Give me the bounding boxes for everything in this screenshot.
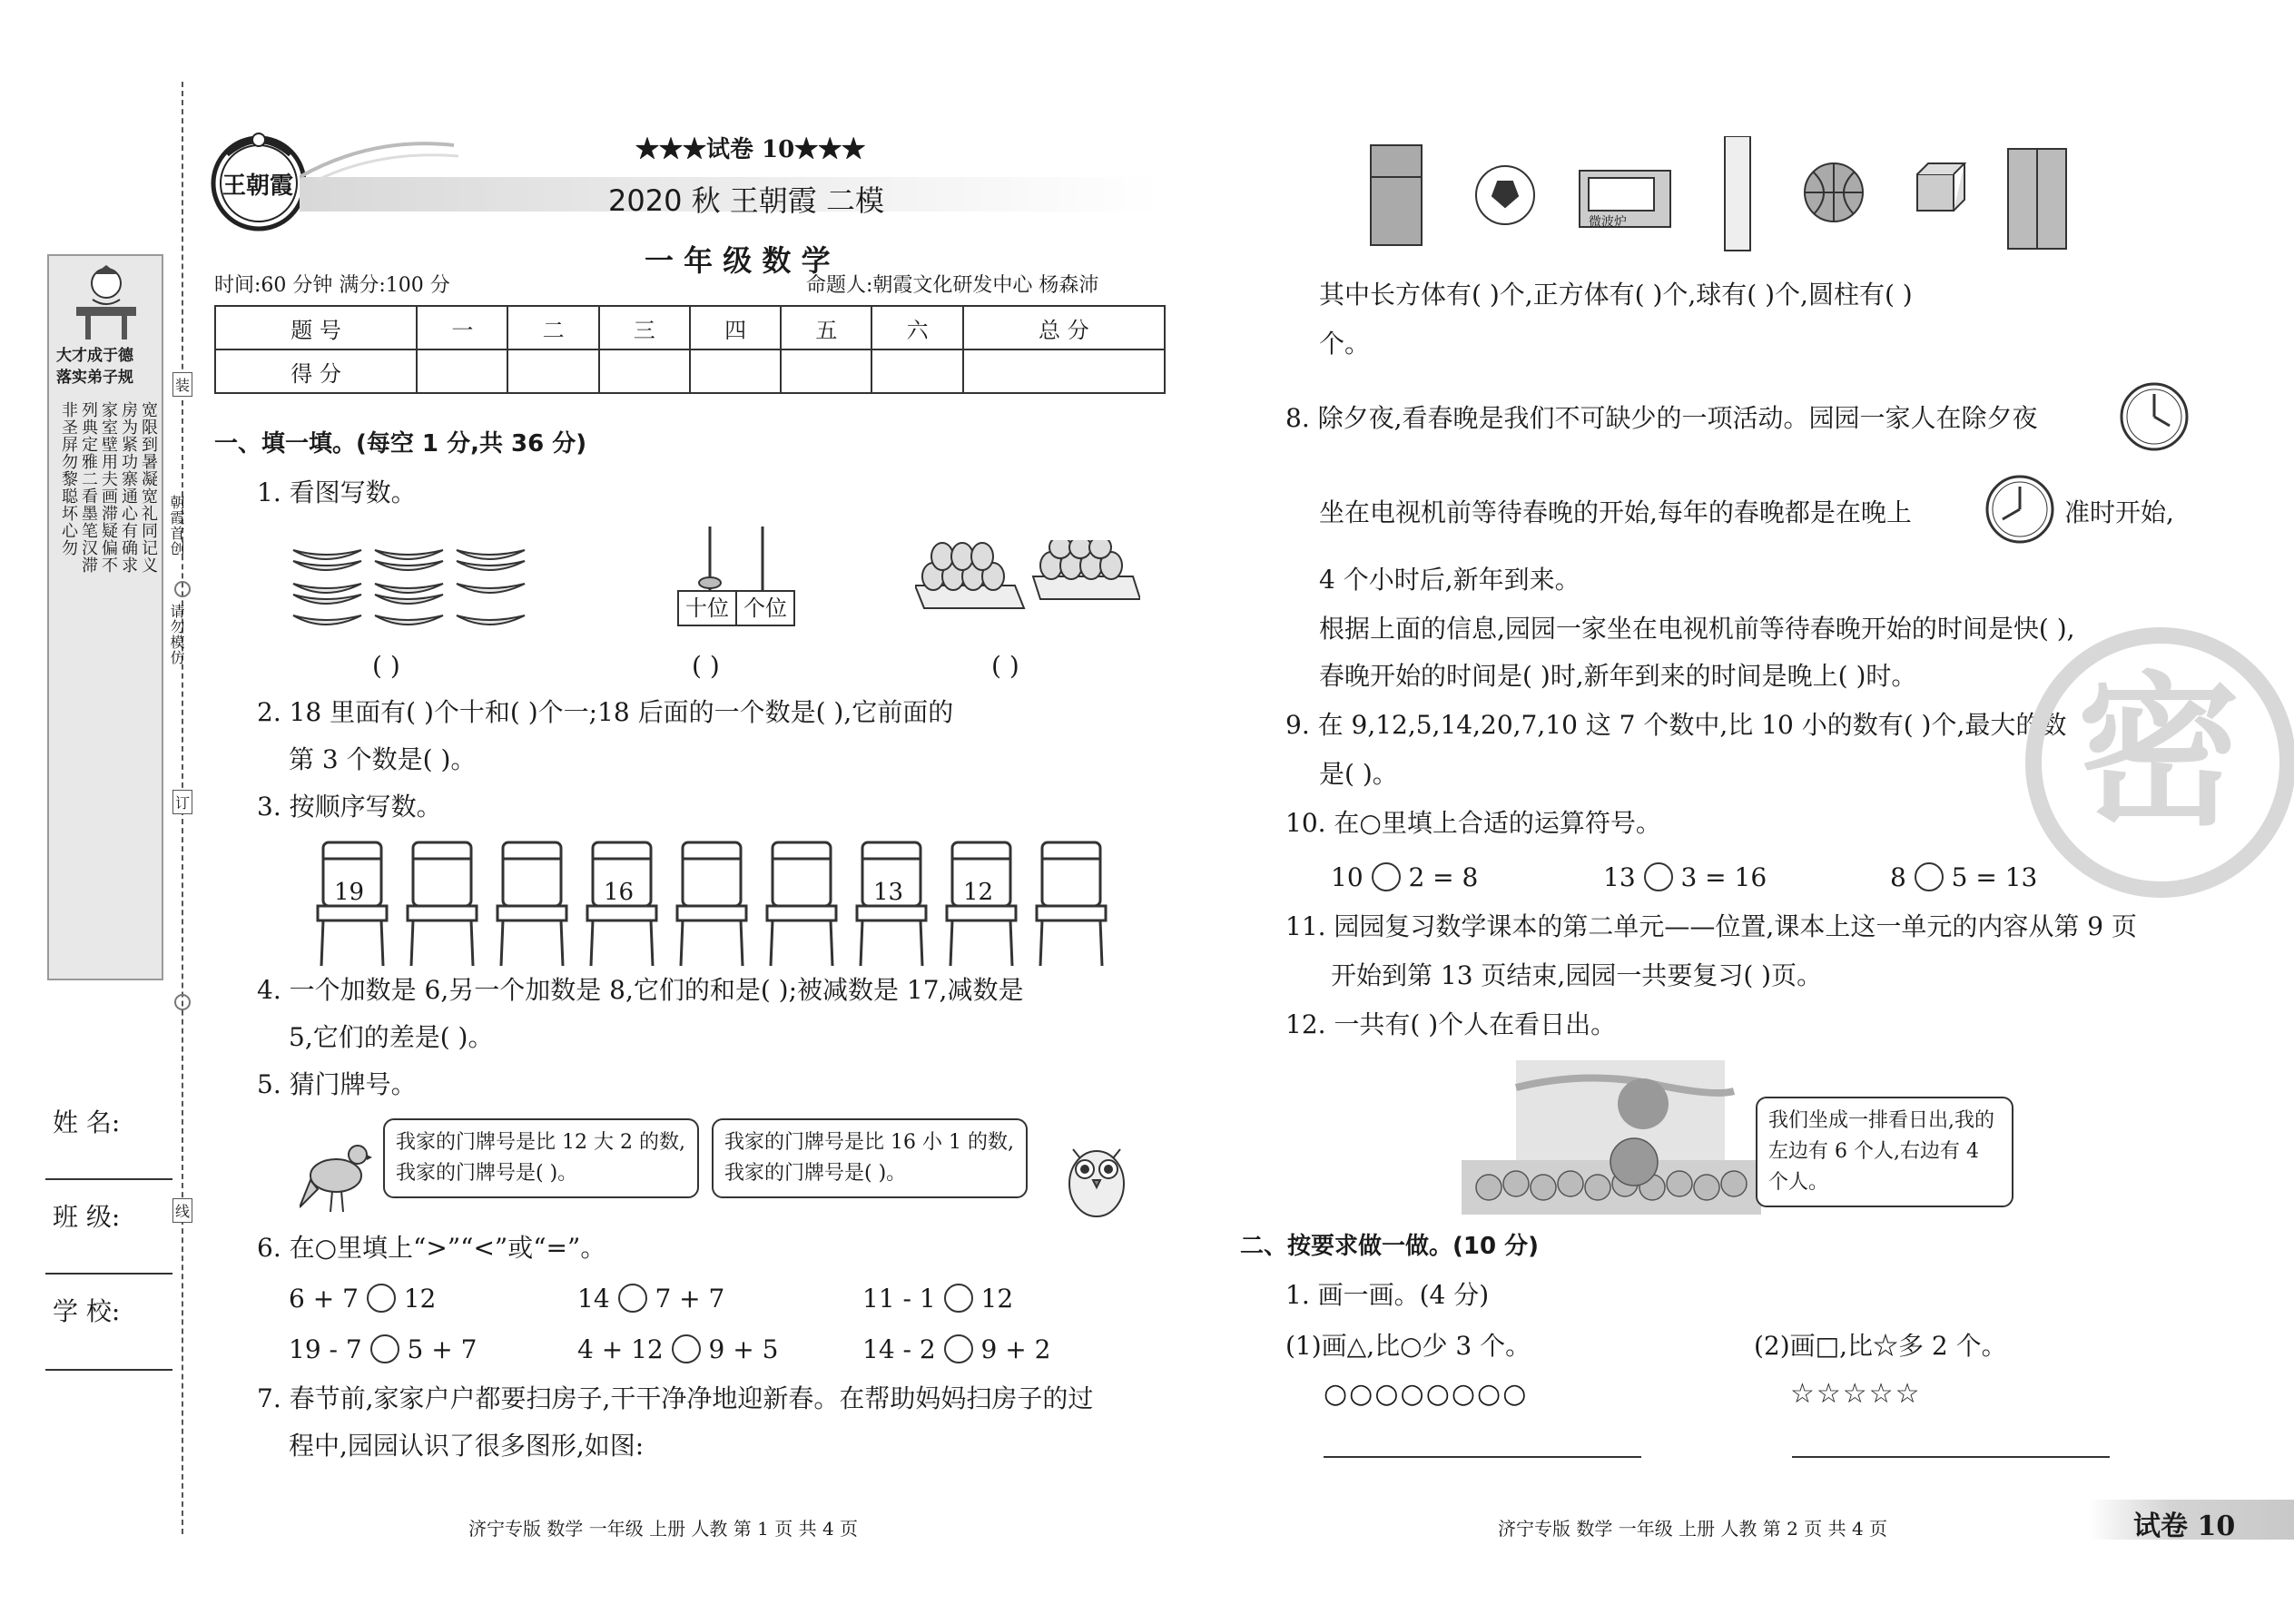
q10-left-num: 13 [1603,862,1636,892]
q1-answer-blank[interactable]: ( ) [991,651,1019,681]
q6-left-expr: 6 + 7 [289,1284,359,1314]
score-table-cell: 三 [599,306,690,349]
question-3: 3. 按顺序写数。 [257,792,442,822]
question-7-line1: 7. 春节前,家家户户都要扫房子,干干净净地迎新春。在帮助妈妈扫房子的过 [257,1383,1094,1413]
motto-column: 房为紧功寨通心有确求 [119,401,138,574]
score-table-cell: 得 分 [215,349,417,393]
question-12: 12. 一共有( )个人在看日出。 [1285,1009,1617,1039]
q10-right-expr: 5 = 13 [1951,862,2038,892]
triangle-answer-line[interactable] [1324,1456,1641,1458]
subject-title: 一 年 级 数 学 [645,243,831,278]
score-input-cell[interactable] [507,349,598,393]
secret-stamp [2024,626,2294,899]
chair [765,841,838,968]
compare-circle[interactable] [370,1334,399,1363]
shapes-pictures-row [1362,136,2161,254]
name-field[interactable] [45,1178,172,1180]
egg-cartons-picture [915,540,1140,631]
binding-mark-icon [174,994,191,1010]
seal-label-original: 朝霞首创 [168,495,185,556]
chair [675,841,748,968]
chair-number: 13 [873,879,904,906]
q7-answer-line1: 其中长方体有( )个,正方体有( )个,球有( )个,圆柱有( ) [1319,280,1913,310]
q5-speech-bubble-1: 我家的门牌号是比 12 大 2 的数,我家的门牌号是( )。 [383,1118,699,1198]
score-table-score-row [215,349,1165,393]
question-5: 5. 猜门牌号。 [257,1069,417,1099]
question-11-line1: 11. 园园复习数学课本的第二单元——位置,课本上这一单元的内容从第 9 页 [1285,911,2137,941]
question-8-line2b: 准时开始, [2064,497,2174,527]
chairs-row [316,841,1160,968]
score-table-cell: 四 [690,306,781,349]
score-table-cell: 六 [871,306,962,349]
score-input-cell[interactable] [871,349,962,393]
abacus-picture [674,527,801,631]
clock-icon [1984,474,2055,545]
question-8-line1: 8. 除夕夜,看春晚是我们不可缺少的一项活动。园园一家人在除夕夜 [1285,403,2038,433]
corner-tag: 试卷 10 [2133,1511,2236,1542]
chair [406,841,478,968]
q10-item [1331,862,1478,893]
square-answer-line[interactable] [1792,1456,2110,1458]
abacus-label-box [677,590,795,626]
q10-item [1890,862,2037,893]
binding-mark-zhuang: 装 [172,372,192,397]
question-8-line4: 根据上面的信息,园园一家坐在电视机前等待春晚开始的时间是快( ), [1319,614,2075,644]
abacus-tens-label: 十位 [679,592,737,625]
binding-mark-xian: 线 [172,1198,192,1223]
operator-circle[interactable] [1372,862,1401,891]
s2-question-1: 1. 画一画。(4 分) [1285,1280,1490,1310]
name-label: 姓 名: [53,1107,121,1137]
chair-number: 12 [963,879,994,906]
chair [945,841,1018,968]
brand-logo-text: 王朝霞 [222,172,294,200]
q10-right-expr: 3 = 16 [1680,862,1767,892]
section-2-heading: 二、按要求做一做。(10 分) [1240,1233,1539,1260]
ribbon-swoosh [300,127,463,182]
motto-panel [47,254,163,980]
q6-left-expr: 14 - 2 [862,1334,936,1364]
chair [1035,841,1108,968]
binding-mark-ding: 订 [172,790,192,814]
brand-logo [204,127,313,236]
owl-illustration [1060,1137,1133,1220]
operator-circle[interactable] [1915,862,1944,891]
motto-column: 列典定雅二看墨笔汉滞 [79,401,98,574]
score-table-header-row [215,306,1165,349]
q6-item [577,1334,778,1365]
question-2-line2: 第 3 个数是( )。 [289,744,477,774]
q6-right-expr: 9 + 5 [708,1334,779,1364]
question-4-line1: 4. 一个加数是 6,另一个加数是 8,它们的和是( );被减数是 17,减数是 [257,975,1024,1005]
question-9-line1: 9. 在 9,12,5,14,20,7,10 这 7 个数中,比 10 小的数有( )个,最大的数 [1285,710,2067,740]
operator-circle[interactable] [1644,862,1673,891]
q1-answer-blank[interactable]: ( ) [372,651,400,681]
q6-right-expr: 7 + 7 [655,1284,725,1314]
score-input-cell[interactable] [690,349,781,393]
q6-item [289,1334,477,1365]
motto-top: 大才成于德 [56,347,133,365]
left-page-footer: 济宁专版 数学 一年级 上册 人教 第 1 页 共 4 页 [468,1518,859,1540]
score-table-cell: 题 号 [215,306,417,349]
q6-right-expr: 5 + 7 [407,1334,478,1364]
clock-icon [2119,381,2190,452]
author-info: 命题人:朝霞文化研发中心 杨森沛 [806,274,1099,297]
q6-left-expr: 4 + 12 [577,1334,664,1364]
question-2-line1: 2. 18 里面有( )个十和( )个一;18 后面的一个数是( ),它前面的 [257,697,954,727]
chair-number: 19 [334,879,365,906]
q7-answer-line2: 个。 [1319,329,1371,359]
compare-circle[interactable] [367,1284,396,1313]
section-1-heading: 一、填一填。(每空 1 分,共 36 分) [214,430,587,458]
stars-row: ☆☆☆☆☆ [1790,1378,1922,1410]
s2-question-1a: (1)画△,比○少 3 个。 [1285,1331,1531,1361]
class-label: 班 级: [53,1202,121,1232]
question-9-line2: 是( )。 [1319,759,1398,789]
school-field[interactable] [45,1369,172,1371]
q6-right-expr: 12 [403,1284,437,1314]
pigeon-illustration [300,1135,372,1216]
q10-right-expr: 2 = 8 [1408,862,1479,892]
question-8-line2a: 坐在电视机前等待春晚的开始,每年的春晚都是在晚上 [1319,497,1912,527]
q6-item [577,1284,724,1314]
q6-left-expr: 11 - 1 [862,1284,936,1314]
score-table-cell: 二 [507,306,598,349]
circles-row: ○○○○○○○○ [1324,1378,1529,1410]
question-8-line5: 春晚开始的时间是( )时,新年到来的时间是晚上( )时。 [1319,661,1917,691]
score-input-cell[interactable] [599,349,690,393]
question-7-line2: 程中,园园认识了很多图形,如图: [289,1431,645,1461]
right-page-footer: 济宁专版 数学 一年级 上册 人教 第 2 页 共 4 页 [1498,1518,1888,1540]
q6-right-expr: 12 [980,1284,1014,1314]
motto-column: 非圣屏勿黎聪坏心勿 [59,401,78,556]
q1-answer-blank[interactable]: ( ) [692,651,720,681]
question-10: 10. 在○里填上合适的运算符号。 [1285,808,1661,838]
chair [855,841,928,968]
banana-bunches-picture [289,543,534,638]
q10-left-num: 8 [1890,862,1906,892]
q6-item [862,1284,1013,1314]
secret-stamp-char: 密 [2077,658,2241,848]
chair [586,841,658,968]
binding-mark-icon [174,581,191,597]
score-input-cell[interactable] [781,349,871,393]
class-field[interactable] [45,1273,172,1275]
exam-title: 2020 秋 王朝霞 二模 [608,183,884,218]
score-table [214,305,1166,394]
question-6: 6. 在○里填上“>”“<”或“=”。 [257,1233,606,1263]
question-4-line2: 5,它们的差是( )。 [289,1022,494,1052]
q6-left-expr: 19 - 7 [289,1334,362,1364]
motto-column: 宽限到暑凝宽礼同记义 [139,401,158,574]
q12-speech-bubble: 我们坐成一排看日出,我的左边有 6 个人,右边有 4 个人。 [1756,1097,2013,1207]
compare-circle[interactable] [618,1284,647,1313]
question-11-line2: 开始到第 13 页结束,园园一共要复习( )页。 [1331,960,1823,990]
school-label: 学 校: [53,1296,121,1326]
time-info: 时间:60 分钟 满分:100 分 [214,274,450,297]
score-table-cell: 五 [781,306,871,349]
q10-item [1603,862,1767,893]
q10-left-num: 10 [1331,862,1364,892]
motto-bottom: 落实弟子规 [56,369,133,387]
q5-speech-bubble-2: 我家的门牌号是比 16 小 1 的数,我家的门牌号是( )。 [712,1118,1028,1198]
compare-circle[interactable] [672,1334,701,1363]
chair [316,841,389,968]
q6-item [289,1284,436,1314]
seal-label-no-copy: 请勿模仿 [168,604,185,665]
microwave-label: 微波炉 [1589,215,1627,230]
q6-right-expr: 9 + 2 [980,1334,1051,1364]
score-table-cell: 一 [417,306,507,349]
chair [496,841,568,968]
paper-tag: ★★★试卷 10★★★ [635,136,866,163]
scholar-illustration [58,263,154,345]
score-input-cell[interactable] [417,349,507,393]
compare-circle[interactable] [944,1334,973,1363]
q6-left-expr: 14 [577,1284,610,1314]
motto-column: 家室壁用夫画滞疑偏不 [99,401,118,574]
question-8-line3: 4 个小时后,新年到来。 [1319,565,1580,595]
sunrise-illustration [1462,1060,1761,1215]
question-1: 1. 看图写数。 [257,477,417,507]
score-table-cell: 总 分 [963,306,1165,349]
chair-number: 16 [604,879,635,906]
s2-question-1b: (2)画□,比☆多 2 个。 [1754,1331,2007,1361]
motto-grid [58,401,158,964]
compare-circle[interactable] [944,1284,973,1313]
score-input-cell[interactable] [963,349,1165,393]
q6-item [862,1334,1050,1365]
abacus-ones-label: 个位 [743,595,787,621]
